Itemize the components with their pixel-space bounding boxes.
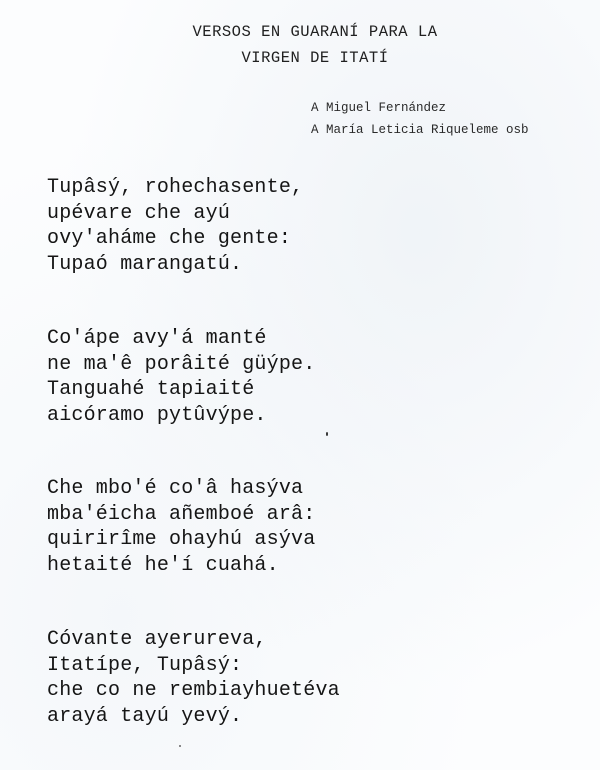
ink-speck	[326, 432, 328, 436]
verse-line: Tanguahé tapiaité	[47, 378, 255, 401]
dedication-line-2: A María Leticia Riqueleme osb	[311, 123, 529, 137]
verse-line: Cóvante ayerureva,	[47, 628, 267, 651]
verse-line: mba'éicha añemboé arâ:	[47, 502, 316, 526]
verse-line: Itatípe, Tupâsý:	[47, 653, 243, 677]
stanza-2	[47, 326, 315, 428]
verse-line: ovy'aháme che gente:	[47, 227, 292, 250]
verse-line: Tupâsý, rohechasente,	[47, 176, 304, 199]
verse-line: hetaité he'í cuahá.	[47, 553, 279, 577]
ink-speck	[179, 745, 181, 747]
dedication-line-1: A Miguel Fernández	[311, 101, 447, 115]
stanza-4	[47, 627, 340, 729]
verse-line: quirirîme ohayhú asýva	[47, 528, 316, 551]
poem-title-line-1: VERSOS EN GUARANÍ PARA LA	[192, 23, 438, 41]
poem-title-line-2: VIRGEN DE ITATÍ	[241, 49, 389, 67]
verse-line: Co'ápe avy'á manté	[47, 327, 267, 350]
stanza-1	[47, 175, 303, 277]
verse-line: ne ma'ê porâité güýpe.	[47, 352, 316, 376]
verse-line: upévare che ayú	[47, 201, 231, 225]
stanza-3	[47, 476, 315, 578]
verse-line: aicóramo pytûvýpe.	[47, 403, 267, 427]
verse-line: Che mbo'é co'â hasýva	[47, 477, 304, 500]
verse-line: arayá tayú yevý.	[47, 704, 243, 728]
verse-line: Tupaó marangatú.	[47, 252, 243, 276]
verse-line: che co ne rembiayhuetéva	[47, 679, 340, 702]
